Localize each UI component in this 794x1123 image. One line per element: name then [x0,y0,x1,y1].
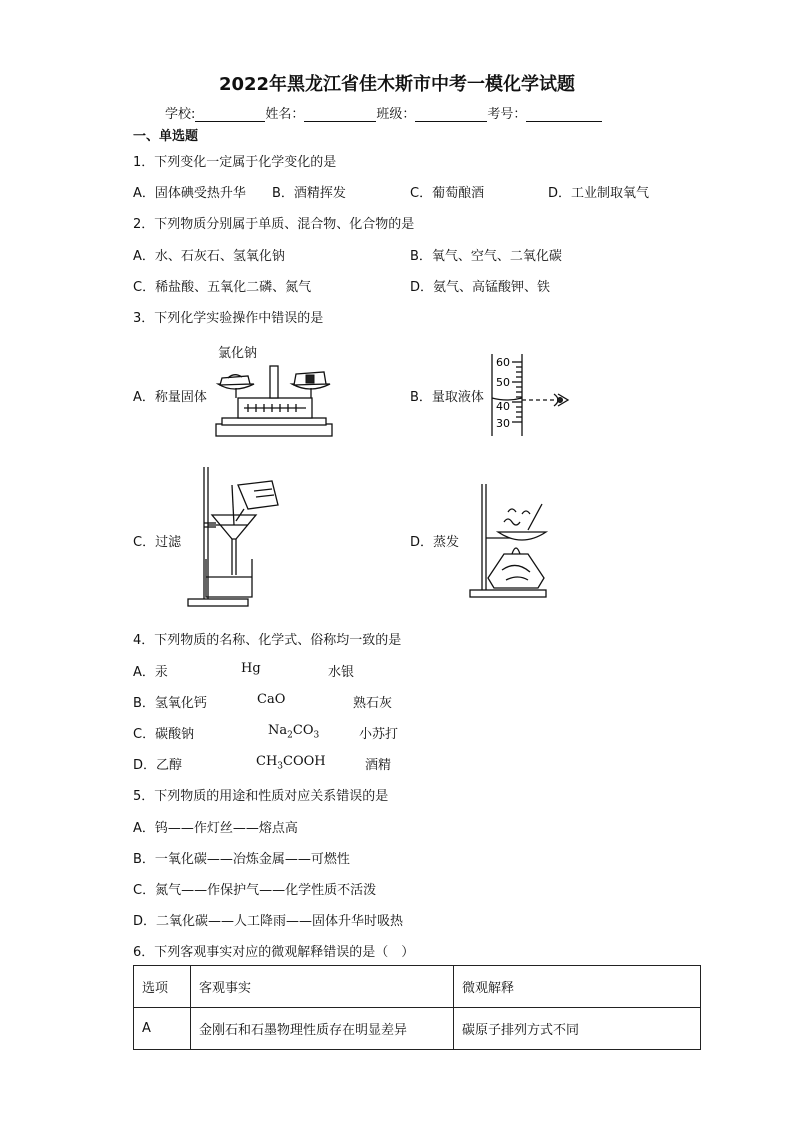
q4-option-a[interactable]: A．汞 [133,665,168,680]
q4-c-common-name: 小苏打 [359,727,399,742]
scale-label-50: 50 [496,376,510,389]
question-2-stem: 2．下列物质分别属于单质、混合物、化合物的是 [133,217,415,232]
page-title: 2022年黑龙江省佳木斯市中考一模化学试题 [218,74,576,95]
q1-option-c[interactable]: C．葡萄酿酒 [410,186,485,201]
q5-option-d[interactable]: D．二氧化碳——人工降雨——固体升华时吸热 [133,914,404,929]
q4-a-common-name: 水银 [328,665,355,680]
table-header-cell: 微观解释 [454,966,701,1008]
section-heading: 一、单选题 [133,129,199,144]
question-5-stem: 5．下列物质的用途和性质对应关系错误的是 [133,789,389,804]
q2-option-d[interactable]: D．氨气、高锰酸钾、铁 [410,280,551,295]
scale-label-40: 40 [496,400,510,413]
exam-no-label: 考号： [487,107,527,122]
question-6-stem: 6．下列客观事实对应的微观解释错误的是（ ） [133,945,415,960]
exam-no-field[interactable] [526,107,602,122]
table-row[interactable] [134,1008,701,1050]
q4-option-d[interactable]: D．乙醇 [133,758,183,773]
q4-d-common-name: 酒精 [365,758,392,773]
balance-scale-illustration [214,358,334,440]
q4-a-formula: Hg [241,661,261,676]
q2-option-a[interactable]: A．水、石灰石、氢氧化钠 [133,249,285,264]
table-header-cell: 选项 [134,966,191,1008]
scale-label-60: 60 [496,356,510,369]
question-1-stem: 1．下列变化一定属于化学变化的是 [133,155,337,170]
question-4-stem: 4．下列物质的名称、化学式、俗称均一致的是 [133,633,402,648]
filtration-illustration [186,465,282,607]
q3-option-b[interactable]: B．量取液体 [410,390,484,405]
q5-option-c[interactable]: C．氮气——作保护气——化学性质不活泼 [133,883,377,898]
class-label: 班级： [376,107,416,122]
q1-option-b[interactable]: B．酒精挥发 [272,186,346,201]
evaporation-illustration [468,482,550,598]
table-cell: 碳原子排列方式不同 [454,1008,701,1050]
q4-b-common-name: 熟石灰 [353,696,393,711]
table-cell: 金刚石和石墨物理性质存在明显差异 [191,1008,454,1050]
q1-option-d[interactable]: D．工业制取氧气 [548,186,650,201]
q4-d-formula: $CH_3COOH$ [256,754,326,772]
table-header-cell: 客观事实 [191,966,454,1008]
q3-option-d[interactable]: D．蒸发 [410,535,460,550]
scale-label-30: 30 [496,417,510,430]
q3-option-c[interactable]: C．过滤 [133,535,182,550]
q4-b-formula: CaO [257,692,286,707]
q3-option-a[interactable]: A．称量固体 [133,390,207,405]
q1-option-a[interactable]: A．固体碘受热升华 [133,186,246,201]
name-label: 姓名： [265,107,305,122]
q4-option-c[interactable]: C．碳酸钠 [133,727,195,742]
name-field[interactable] [304,107,376,122]
q4-c-formula: $Na_2CO_3$ [268,723,320,741]
sodium-chloride-label: 氯化钠 [218,346,258,361]
table-header-row [134,966,701,1008]
q6-table [133,965,701,1050]
q2-option-c[interactable]: C．稀盐酸、五氧化二磷、氮气 [133,280,312,295]
q4-option-b[interactable]: B．氢氧化钙 [133,696,207,711]
table-cell: A [134,1008,191,1050]
school-label: 学校: [165,107,196,122]
q2-option-b[interactable]: B．氧气、空气、二氧化碳 [410,249,562,264]
question-3-stem: 3．下列化学实验操作中错误的是 [133,311,324,326]
student-info-line [165,103,602,122]
class-field[interactable] [415,107,487,122]
graduated-cylinder-illustration [488,354,578,438]
school-field[interactable] [195,107,265,122]
q5-option-b[interactable]: B．一氧化碳——冶炼金属——可燃性 [133,852,350,867]
q5-option-a[interactable]: A．钨——作灯丝——熔点高 [133,821,298,836]
